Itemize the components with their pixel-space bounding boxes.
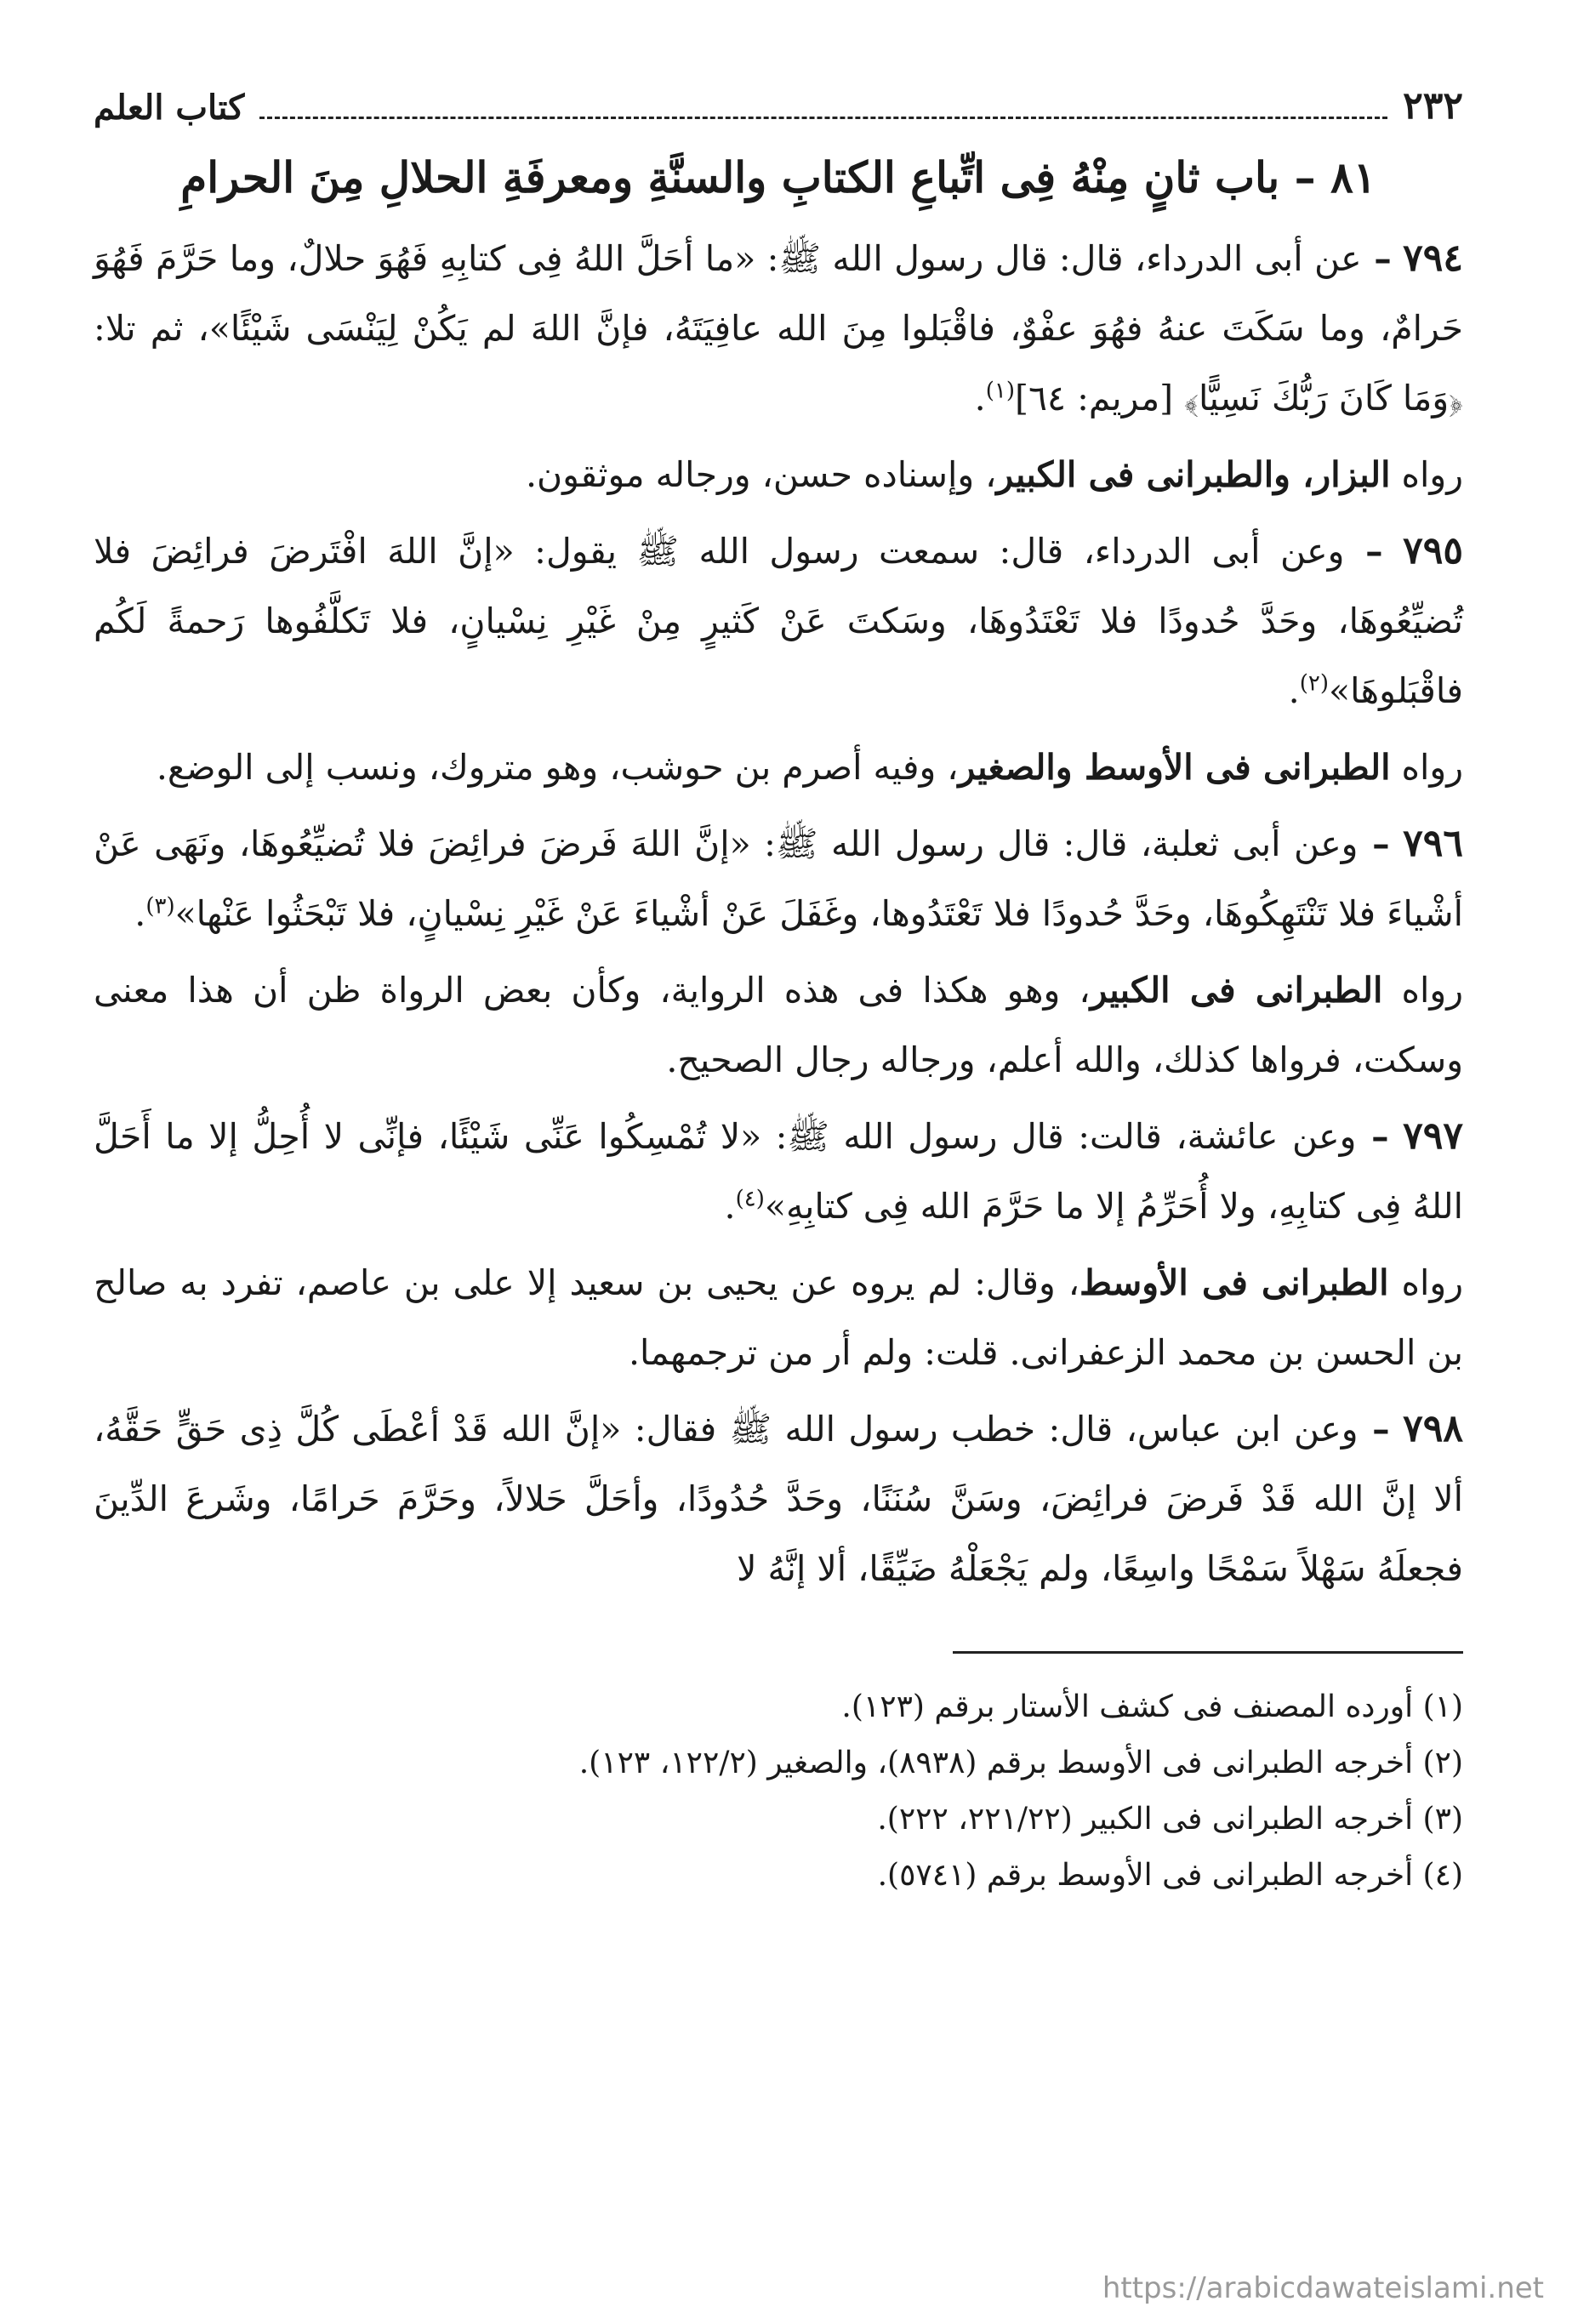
hadith-797-source — [94, 1248, 1463, 1387]
hadith-number: ٧٩٨ — [1403, 1407, 1463, 1450]
hadith-text: عن أبى الدرداء، قال: قال رسول الله ﷺ: «ما أحَلَّ اللهُ فِى كتابِهِ فَهُوَ حلالٌ، وما حَرَّمَ فَهُوَ حَرامٌ، وما سَكَتَ عنهُ فهُوَ عفْوٌ، فاقْبَلوا مِنَ الله عافِيَتَهُ، فإنَّ اللهَ لم يَكُنْ لِيَنْسَى شَيْئًا»، ثم تلا: ﴿وَمَا كَانَ رَبُّكَ نَسِيًّا﴾ [مريم: ٦٤] — [94, 238, 1463, 419]
footnote-1: (١) أورده المصنف فى كشف الأستار برقم (١٢٣). — [841, 1689, 1463, 1724]
hadith-797: ٧٩٧ – وعن عائشة، قالت: قال رسول الله ﷺ: «لا تُمْسِكُوا عَنِّى شَيْئًا، فإنِّى لا أُحِلُّ إلا ما أَحَلَّ اللهُ فِى كتابِهِ، ولا أُحَرِّمُ إلا ما حَرَّمَ الله فِى كتابِهِ»$^{(٤)}$. — [94, 1114, 1463, 1227]
hadith-text: وعن أبى ثعلبة، قال: قال رسول الله ﷺ: «إنَّ اللهَ فَرضَ فرائِضَ فلا تُضيِّعُوهَا، ونَهَى عَنْ أشْياءَ فلا تَنْتَهِكُوهَا، وحَدَّ حُدودًا فلا تَعْتَدُوها، وغَفَلَ عَنْ أشْياءَ عَنْ غَيْرِ نِسْيانٍ، فلا تَبْحَثُوا عَنْها» — [94, 823, 1463, 934]
hadith-796-source — [94, 955, 1463, 1095]
number-dash: – — [1358, 823, 1390, 864]
source-rest: ، وفيه أصرم بن حوشب، وهو متروك، ونسب إلى الوضع. — [156, 747, 959, 788]
number-dash: – — [1344, 531, 1383, 572]
source-bold: البزار، والطبرانى فى الكبير — [996, 454, 1391, 495]
source-bold: الطبرانى فى الكبير — [1090, 970, 1383, 1011]
running-header — [94, 77, 1463, 128]
footnote-separator — [953, 1651, 1463, 1654]
book-page — [94, 77, 1463, 2288]
main-text — [94, 224, 1463, 1603]
book-title: كتاب العلم — [94, 88, 245, 128]
hadith-798 — [94, 1394, 1463, 1603]
number-dash: – — [1356, 1116, 1389, 1157]
hadith-795-source — [94, 732, 1463, 802]
source-prefix: رواه — [1390, 454, 1463, 495]
hadith-number: ٧٩٧ — [1403, 1114, 1463, 1158]
hadith-number: ٧٩٥ — [1403, 529, 1463, 572]
footnote-2: (٢) أخرجه الطبرانى فى الأوسط برقم (٨٩٣٨)، والصغير (١٢٢/٢، ١٢٣). — [578, 1746, 1463, 1780]
hadith-795: ٧٩٥ – وعن أبى الدرداء، قال: سمعت رسول الله ﷺ يقول: «إنَّ اللهَ افْتَرضَ فرائِضَ فلا تُضيِّعُوهَا، وحَدَّ حُدودًا فلا تَعْتَدُوهَا، وسَكتَ عَنْ كَثيرٍ مِنْ غَيْرِ نِسْيانٍ، فلا تَكلَّفُوها رَحمةً لَكُم فاقْبَلوهَا»$^{(٢)}$. — [94, 529, 1463, 711]
page-number: ٢٣٢ — [1403, 84, 1463, 128]
watermark-url: https://arabicdawateislami.net — [1102, 2271, 1544, 2305]
source-bold: الطبرانى فى الأوسط والصغير — [958, 747, 1391, 788]
source-rest: ، وإسناده حسن، ورجاله موثقون. — [526, 454, 997, 495]
hadith-text: وعن أبى الدرداء، قال: سمعت رسول الله ﷺ يقول: «إنَّ اللهَ افْتَرضَ فرائِضَ فلا تُضيِّعُوهَا، وحَدَّ حُدودًا فلا تَعْتَدُوهَا، وسَكتَ عَنْ كَثيرٍ مِنْ غَيْرِ نِسْيانٍ، فلا تَكلَّفُوها رَحمةً لَكُم فاقْبَلوهَا» — [94, 531, 1463, 711]
source-prefix: رواه — [1388, 1262, 1463, 1303]
footnote-3: (٣) أخرجه الطبرانى فى الكبير (٢٢١/٢٢، ٢٢٢). — [877, 1802, 1463, 1837]
footnote-ref: (٤) — [735, 1186, 765, 1212]
footnote-ref: (١) — [985, 378, 1015, 404]
source-prefix: رواه — [1382, 970, 1464, 1011]
hadith-text: وعن ابن عباس، قال: خطب رسول الله ﷺ فقال: «إنَّ الله قَدْ أعْطَى كُلَّ ذِى حَقٍّ حَقَّهُ، ألا إنَّ الله قَدْ فَرضَ فرائِضَ، وسَنَّ سُنَنًا، وحَدَّ حُدُودًا، وأحَلَّ حَلالاً، وحَرَّمَ حَرامًا، وشَرعَ الدِّينَ فجعلَهُ سَهْلاً سَمْحًا واسِعًا، ولم يَجْعَلْهُ ضَيِّقًا، ألا إنَّهُ لا — [94, 1409, 1463, 1589]
source-rest: ، وقال: لم يروه عن يحيى بن سعيد إلا على بن عاصم، تفرد به صالح بن الحسن بن محمد الزعفرانى. قلت: ولم أر من ترجمهما. — [94, 1262, 1463, 1373]
source-bold: الطبرانى فى الأوسط — [1079, 1262, 1389, 1303]
footnote-ref: (٢) — [1299, 670, 1329, 697]
hadith-794: ٧٩٤ – عن أبى الدرداء، قال: قال رسول الله ﷺ: «ما أحَلَّ اللهُ فِى كتابِهِ فَهُوَ حلالٌ، وما حَرَّمَ فَهُوَ حَرامٌ، وما سَكَتَ عنهُ فهُوَ عفْوٌ، فاقْبَلوا مِنَ الله عافِيَتَهُ، فإنَّ اللهَ لم يَكُنْ لِيَنْسَى شَيْئًا»، ثم تلا: ﴿وَمَا كَانَ رَبُّكَ نَسِيًّا﴾ [مريم: ٦٤]$^{(١)}$. — [94, 236, 1463, 419]
hadith-794-source — [94, 440, 1463, 510]
hadith-number: ٧٩٤ — [1403, 236, 1463, 280]
number-dash: – — [1358, 1409, 1390, 1450]
hadith-796: ٧٩٦ – وعن أبى ثعلبة، قال: قال رسول الله ﷺ: «إنَّ اللهَ فَرضَ فرائِضَ فلا تُضيِّعُوهَا، ونَهَى عَنْ أشْياءَ فلا تَنْتَهِكُوهَا، وحَدَّ حُدودًا فلا تَعْتَدُوها، وغَفَلَ عَنْ أشْياءَ عَنْ غَيْرِ نِسْيانٍ، فلا تَبْحَثُوا عَنْها»$^{(٣)}$. — [94, 822, 1463, 934]
source-prefix: رواه — [1390, 747, 1463, 788]
footnote-4: (٤) أخرجه الطبرانى فى الأوسط برقم (٥٧٤١). — [877, 1858, 1463, 1893]
footnotes — [94, 1679, 1463, 1904]
source-rest: ، وهو هكذا فى هذه الرواية، وكأن بعض الرواة ظن أن هذا معنى وسكت، فرواها كذلك، والله أعلم، ورجاله رجال الصحيح. — [94, 970, 1463, 1080]
chapter-heading: ٨١ – باب ثانٍ مِنْهُ فِى اتِّباعِ الكتابِ والسنَّةِ ومعرفَةِ الحلالِ مِنَ الحرامِ — [180, 152, 1376, 202]
hadith-text: وعن عائشة، قالت: قال رسول الله ﷺ: «لا تُمْسِكُوا عَنِّى شَيْئًا، فإنِّى لا أُحِلُّ إلا ما أَحَلَّ اللهُ فِى كتابِهِ، ولا أُحَرِّمُ إلا ما حَرَّمَ الله فِى كتابِهِ» — [94, 1116, 1463, 1227]
hadith-number: ٧٩٦ — [1403, 822, 1463, 865]
header-dashed-rule — [259, 116, 1387, 119]
number-dash: – — [1361, 238, 1392, 279]
footnote-ref: (٣) — [145, 893, 175, 920]
